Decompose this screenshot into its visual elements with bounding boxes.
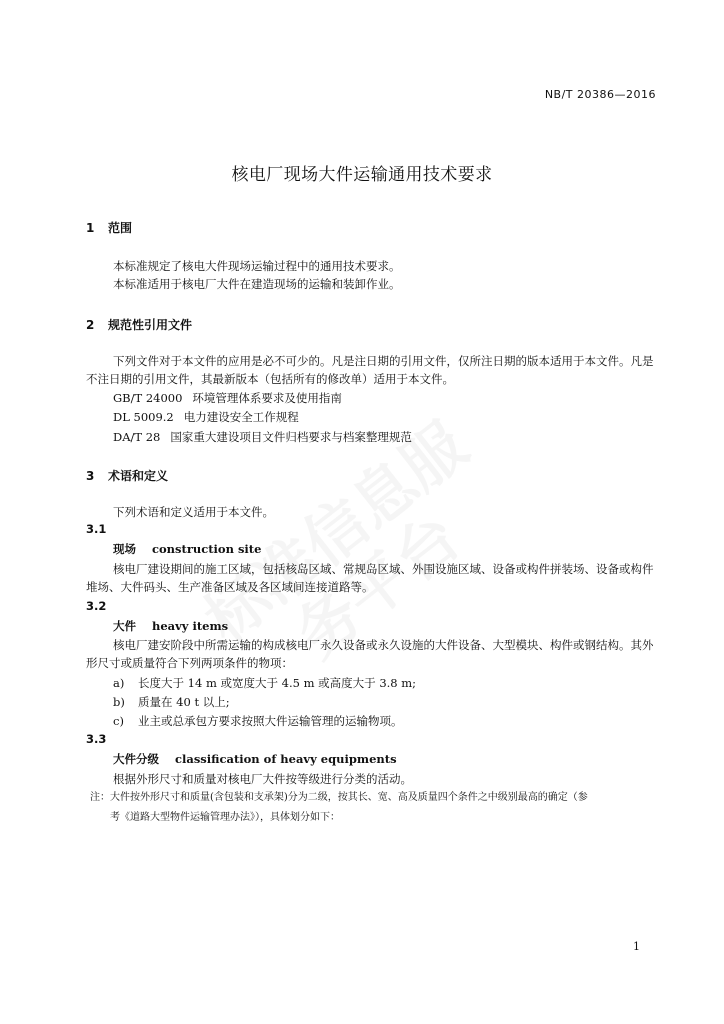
section-2-number: 2 [86, 318, 95, 332]
list-item-marker: a) [113, 676, 125, 690]
section-3-number: 3 [86, 469, 95, 483]
term-3-2-en: heavy items [152, 619, 229, 633]
term-3-2-number: 3.2 [86, 599, 107, 613]
section-1-para-1: 本标准规定了核电大件现场运输过程中的通用技术要求。 [113, 259, 401, 273]
reference-code: DL 5009.2 [113, 410, 174, 424]
note-line-2: 考《道路大型物件运输管理办法》），具体划分如下： [110, 812, 340, 823]
reference-item [113, 389, 342, 407]
section-3-heading [86, 467, 168, 484]
term-3-1-en: construction site [152, 542, 262, 556]
section-2-heading [86, 316, 192, 333]
term-3-2 [113, 618, 228, 634]
term-3-1-definition: 核电厂建设期间的施工区域，包括核岛区域、常规岛区域、外围设施区域、设备或构件拼装场、设备或构件堆场、大件码头、生产准备区域及各区域间连接道路等。 [86, 562, 654, 594]
list-item-text: 业主或总承包方要求按照大件运输管理的运输物项。 [138, 714, 403, 728]
section-1-title: 范围 [108, 221, 133, 235]
section-3-para: 下列术语和定义适用于本文件。 [113, 505, 274, 519]
reference-name: 国家重大建设项目文件归档要求与档案整理规范 [170, 430, 412, 444]
term-3-1-zh: 现场 [113, 542, 136, 556]
term-3-2-zh: 大件 [113, 619, 136, 633]
list-item [113, 713, 403, 729]
reference-item [113, 408, 299, 426]
term-3-1 [113, 541, 261, 557]
note-block [86, 788, 661, 828]
list-item-text: 长度大于 14 m 或宽度大于 4.5 m 或高度大于 3.8 m; [138, 676, 417, 690]
section-1-para-2: 本标准适用于核电厂大件在建造现场的运输和装卸作业。 [113, 277, 401, 291]
note-label: 注： [90, 792, 110, 803]
list-item [113, 694, 230, 710]
reference-item [113, 428, 412, 446]
list-item-text: 质量在 40 t 以上; [138, 695, 230, 709]
term-3-3-en: classification of heavy equipments [175, 752, 397, 766]
reference-code: DA/T 28 [113, 430, 161, 444]
list-item-marker: b) [113, 695, 125, 709]
term-3-1-number: 3.1 [86, 522, 107, 536]
section-1-heading [86, 219, 132, 236]
term-3-3-number: 3.3 [86, 732, 107, 746]
reference-name: 电力建设安全工作规程 [183, 410, 299, 424]
term-3-2-definition: 核电厂建安阶段中所需运输的构成核电厂永久设备或永久设施的大件设备、大型模块、构件或钢结构。其外形尺寸或质量符合下列两项条件的物项： [86, 638, 654, 670]
reference-code: GB/T 24000 [113, 391, 183, 405]
section-2-title: 规范性引用文件 [108, 318, 193, 332]
list-item-marker: c) [113, 714, 124, 728]
note-line-1: 大件按外形尺寸和质量(含包装和支承架)分为二级，按其长、宽、高及质量四个条件之中级别最高的确定（参 [110, 792, 588, 803]
section-3-title: 术语和定义 [108, 469, 169, 483]
term-3-3 [113, 751, 397, 767]
document-title: 核电厂现场大件运输通用技术要求 [231, 165, 493, 185]
section-1-number: 1 [86, 221, 95, 235]
section-2-para: 下列文件对于本文件的应用是必不可少的。凡是注日期的引用文件，仅所注日期的版本适用于本文件。凡是不注日期的引用文件，其最新版本（包括所有的修改单）适用于本文件。 [86, 354, 654, 386]
term-3-3-definition: 根据外形尺寸和质量对核电厂大件按等级进行分类的活动。 [113, 772, 412, 786]
reference-name: 环境管理体系要求及使用指南 [192, 391, 342, 405]
list-item [113, 675, 416, 691]
term-3-3-zh: 大件分级 [113, 752, 159, 766]
standard-number: NB/T 20386—2016 [544, 88, 656, 101]
page-number: 1 [633, 940, 640, 953]
